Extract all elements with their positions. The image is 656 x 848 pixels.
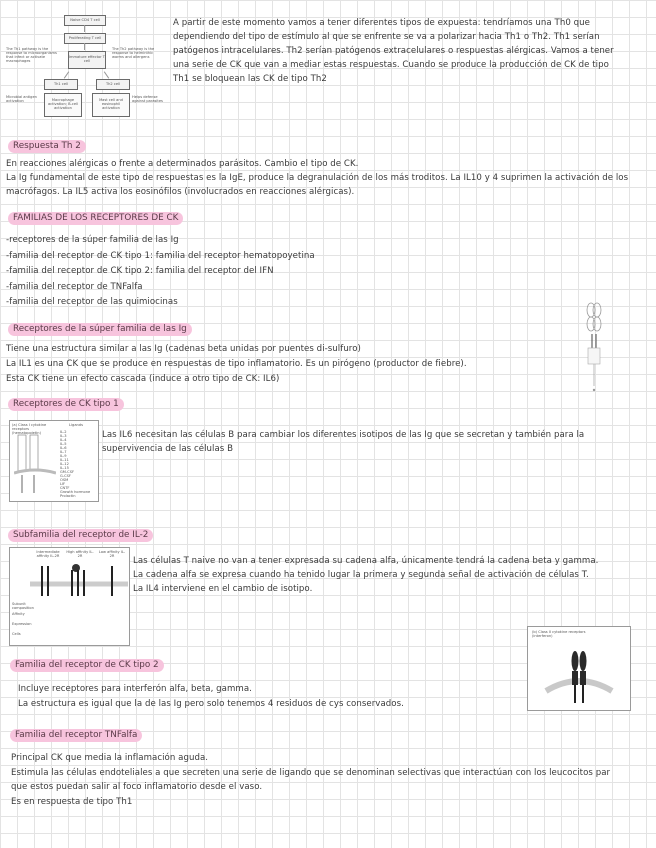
ck1-body bbox=[102, 428, 622, 456]
families-heading: FAMILIAS DE LOS RECEPTORES DE CK bbox=[8, 212, 183, 225]
ck2-line: La estructura es igual que la de las Ig pero solo tenemos 4 residuos de cys conservados. bbox=[18, 699, 404, 709]
ligand-label: IL-15 bbox=[60, 466, 69, 470]
ligand-label: IL-4 bbox=[60, 438, 67, 442]
family-item: -familia del receptor de TNFalfa bbox=[6, 281, 143, 292]
tnf-heading: Familia del receptor TNFalfa bbox=[10, 729, 142, 742]
il2-line: La cadena alfa se expresa cuando ha tenido lugar la primera y segunda señal de activación de células T. bbox=[133, 570, 589, 580]
ck1-receptor-drawing bbox=[14, 433, 56, 497]
ig-superfamily-body bbox=[6, 342, 566, 387]
th1-pathway-note: The Th1 pathway is the response to microorganisms that infect or activate macrophages bbox=[6, 47, 57, 63]
ligand-label: LIF bbox=[60, 482, 66, 486]
th2-line: La Ig fundamental de este tipo de respuestas es la IgE, produce la degranulación de los más troditos. La IL10 y 4 suprimen la activación de los macrófagos. La IL5 activa los eosinófilos (involucrados en reacciones alérgicas). bbox=[6, 173, 629, 197]
ig-line: Esta CK tiene un efecto cascada (induce a otro tipo de CK: IL6) bbox=[6, 374, 280, 384]
il2-body bbox=[133, 554, 628, 596]
th2-heading: Respuesta Th 2 bbox=[8, 140, 86, 153]
ck2-line: Incluye receptores para interferón alfa, beta, gamma. bbox=[18, 684, 252, 694]
immature-effector-box: Immature effector T cell bbox=[68, 51, 106, 69]
ligand-label: GM-CSF bbox=[60, 470, 75, 474]
ck1-heading: Receptores de CK tipo 1 bbox=[8, 398, 124, 411]
ligand-label: IL-7 bbox=[60, 450, 67, 454]
ligand-label: IL-5 bbox=[60, 442, 67, 446]
proliferating-t-cell-box: Proliferating T cell bbox=[64, 33, 106, 44]
intro-paragraph bbox=[173, 16, 618, 86]
ck2-body bbox=[18, 682, 518, 712]
il2-receptor-figure: Intermediate affinity IL-2R High affinity IL-2R Low affinity IL-2R Subunit composition Affinity Expression Cells bbox=[9, 547, 130, 646]
family-item: -familia del receptor de las quimiocinas bbox=[6, 297, 178, 307]
th2-pathway-note: The Th2 pathway is the response to helminthic worms and allergens bbox=[112, 47, 155, 59]
arrow-line bbox=[84, 43, 85, 50]
il2-heading: Subfamilia del receptor de IL-2 bbox=[8, 529, 153, 542]
naive-t-cell-box: Naive CD4 T cell bbox=[64, 15, 106, 26]
arrow-line bbox=[84, 25, 85, 32]
ligand-label: IL-2 bbox=[60, 430, 67, 434]
ligand-label: IL-9 bbox=[60, 454, 67, 458]
th2-cell-box: Th2 cell bbox=[96, 79, 130, 90]
ig-line: Tiene una estructura similar a las Ig (cadenas beta unidas por puentes di-sulfuro) bbox=[6, 344, 361, 354]
ligand-label: OSM bbox=[60, 478, 69, 482]
families-list bbox=[6, 233, 606, 311]
tnf-line: Es en respuesta de tipo Th1 bbox=[11, 796, 133, 807]
ligand-label: CNTF bbox=[60, 486, 70, 490]
th2-line: En reacciones alérgicas o frente a determinados parásitos. Cambio el tipo de CK. bbox=[6, 159, 359, 169]
ligand-label: IL-11 bbox=[60, 458, 69, 462]
ig-superfamily-heading: Receptores de la súper familia de las Ig bbox=[8, 323, 192, 336]
ligand-label: G-CSF bbox=[60, 474, 71, 478]
ig-line: La IL1 es una CK que se produce en respuestas de tipo inflamatorio. Es un pirógeno (productor de fiebre). bbox=[6, 359, 467, 369]
microbial-antigen-note: Microbial antigen activation bbox=[6, 95, 37, 103]
ligand-label: IL-12 bbox=[60, 462, 69, 466]
ligand-label: Growth hormone bbox=[60, 490, 91, 494]
il2-receptor-drawing bbox=[30, 560, 128, 600]
ck1-receptor-figure: (a) Class I cytokine receptors (hematopoietin) Ligands IL-2 IL-3 IL-4 IL-5 IL-6 IL-7 IL-9 IL-11 IL-12 IL-15 GM-CSF G-CSF OSM LIF CNTF Growth hormone Prolactin bbox=[9, 420, 99, 502]
th2-body bbox=[6, 157, 646, 199]
ig-receptor-illustration bbox=[582, 300, 606, 395]
family-item: -familia del receptor de CK tipo 2: familia del receptor del IFN bbox=[6, 266, 274, 276]
parasite-defense-note: Helps defense against parasites bbox=[132, 95, 163, 103]
family-item: -familia del receptor de CK tipo 1: familia del receptor hematopoyetina bbox=[6, 250, 315, 261]
intro-text: A partir de este momento vamos a tener diferentes tipos de expuesta: tendríamos una Th0 que dependiendo del tipo de estímulo al que se enfrente se va a polarizar hacia Th1 o Th2. Th1 serían patógenos intracelulares. Th2 serían patógenos extracelulares o respuestas alérgicas. Vamos a tener una serie de CK que van a mediar estas respuestas. Cuando se produce la producción de CK de tipo Th1 se bloquean las CK de tipo Th2 bbox=[173, 18, 614, 84]
ck2-receptor-figure: (b) Class II cytokine receptors (interferon) bbox=[527, 626, 631, 711]
mast-cell-activation-box: Mast cell and eosinophil activation bbox=[92, 93, 130, 117]
ligand-label: Prolactin bbox=[60, 494, 76, 498]
ligand-label: IL-6 bbox=[60, 446, 67, 450]
th1-cell-box: Th1 cell bbox=[44, 79, 78, 90]
th-pathway-diagram bbox=[6, 11, 165, 121]
ck1-text: Las IL6 necesitan las células B para cambiar los diferentes isotipos de las Ig que se secretan y también para la supervivencia de las células B bbox=[102, 430, 585, 454]
il2-line: Las células T naive no van a tener expresada su cadena alfa, únicamente tendrá la cadena beta y gamma. bbox=[133, 556, 599, 566]
tnf-line: Estimula las células endoteliales a que secreten una serie de ligando que se denominan selectivas que interactúan con los leucocitos par que estos puedan salir al foco inflamatorio desde el vaso. bbox=[11, 767, 611, 792]
ck1-ligand-list bbox=[60, 430, 96, 498]
tnf-body bbox=[11, 751, 611, 809]
family-item: -receptores de la súper familia de las Ig bbox=[6, 235, 179, 245]
ck2-heading: Familia del receptor de CK tipo 2 bbox=[10, 659, 164, 672]
ck2-receptor-drawing bbox=[542, 641, 616, 707]
arrow-line bbox=[104, 71, 109, 78]
arrow-line bbox=[64, 71, 69, 78]
macrophage-activation-box: Macrophage activation; B-cell activation bbox=[44, 93, 82, 117]
tnf-line: Principal CK que media la inflamación aguda. bbox=[11, 753, 209, 763]
ligand-label: IL-3 bbox=[60, 434, 67, 438]
il2-line: La IL4 interviene en el cambio de isotipo. bbox=[133, 584, 313, 594]
